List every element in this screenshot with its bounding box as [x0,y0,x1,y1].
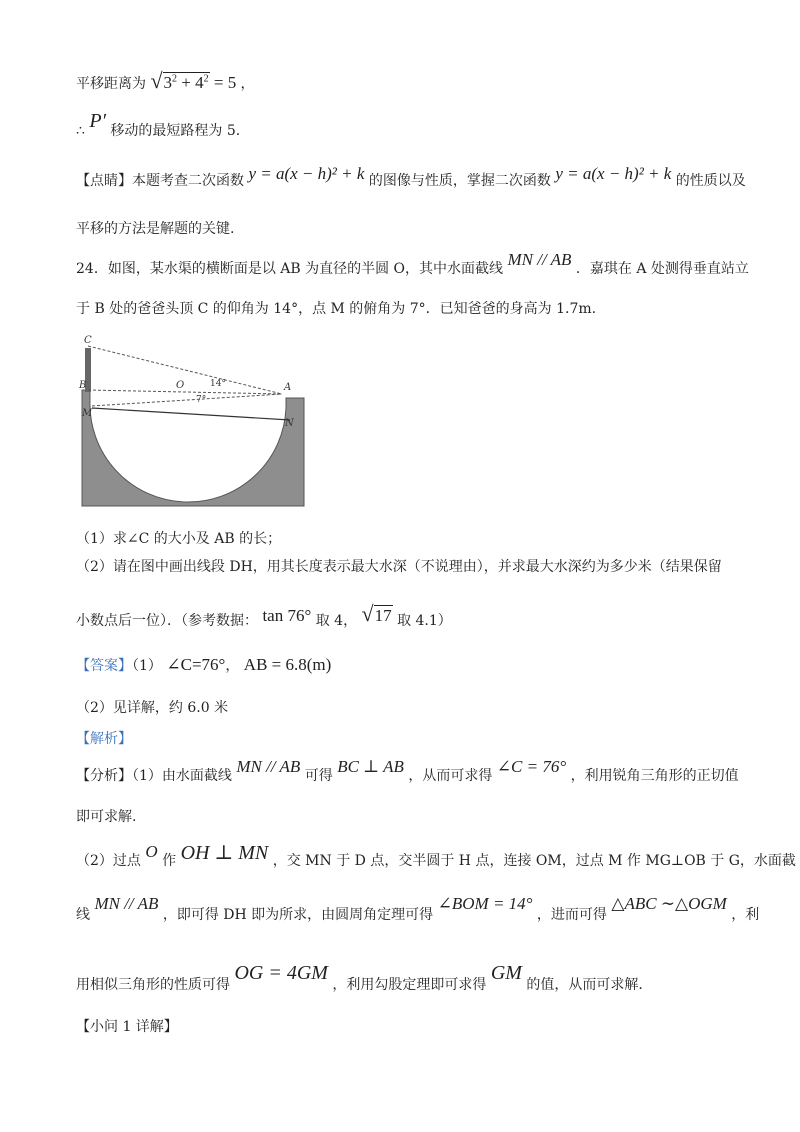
label-m: M [82,408,93,419]
analysis-line2: 即可求解. [76,809,137,825]
label-o: O [176,380,185,391]
subquestion-1: （1）求∠C 的大小及 AB 的长； [76,531,282,547]
line-ab [88,390,282,394]
formula-angle-c: ∠C=76° [166,655,226,674]
formula-mn-parallel-ab-3: MN // AB [94,894,159,913]
sqrt-formula: $√3^2 + 4^2 = 5$ [150,68,237,93]
tag-answer: 【答案】 [76,658,132,674]
sight-line-ac [88,346,282,394]
formula-quadratic-2: y = a(x − h)² + k [555,164,672,183]
label-angle-14: 14° [210,379,226,389]
analysis-line3: （2）过点 O 作 OH ⊥ MN ，交 MN 于 D 点，交半圆于 H 点，连接 OM，过点 M 作 MG⊥OB 于 G，水面截 [76,842,796,869]
tag-dianjing: 【点睛】 [76,173,132,189]
line-dianjing: 【点睛】本题考查二次函数 y = a(x − h)² + k 的图像与性质，掌握二次函数 y = a(x − h)² + k 的性质以及 [76,164,746,189]
subquestion-2-line1: （2）请在图中画出线段 DH，用其长度表示最大水深（不说理由），并求最大水深约为多少米（结果保留 [76,559,722,575]
question-24-line1: 24．如图，某水渠的横断面是以 AB 为直径的半圆 O，其中水面截线 MN // AB ．嘉琪在 A 处测得垂直站立 [76,250,749,277]
formula-sqrt17: √17 [361,601,392,626]
question-24-line2: 于 B 处的爸爸头顶 C 的仰角为 14°，点 M 的俯角为 7°．已知爸爸的身高为 1.7m. [76,301,597,317]
line-shortest-path: ∴ P′ 移动的最短路程为 5. [76,110,241,139]
formula-angle-bom: ∠BOM = 14° [437,894,533,913]
analysis-line1: 【分析】（1）由水面截线 MN // AB 可得 BC ⊥ AB ，从而可求得 ∠C = 76° ，利用锐角三角形的正切值 [76,757,739,784]
point-p-prime: P′ [89,110,106,132]
analysis-line5: 用相似三角形的性质可得 OG = 4GM ，利用勾股定理即可求得 GM 的值，从而可求解. [76,962,643,993]
label-a: A [284,382,292,393]
analysis-line4: 线 MN // AB ，即可得 DH 即为所求，由圆周角定理可得 ∠BOM = 14° ，进而可得 △ABC ∼△OGM ，利 [76,894,760,923]
channel-figure [78,330,310,508]
sight-line-am [92,394,282,406]
formula-gm: GM [490,962,522,984]
tag-analysis: 【解析】 [76,731,132,747]
sub-question-1-detail: 【小问 1 详解】 [76,1019,178,1035]
subquestion-2-line2: 小数点后一位）．（参考数据： tan 76° 取 4， √17 取 4.1） [76,601,452,629]
formula-angle-c-76: ∠C = 76° [496,757,567,776]
label-n: N [285,418,294,429]
line-translation-distance: 平移距离为 $√3^2 + 4^2 = 5$ ， [76,68,255,93]
channel-diagram [78,330,310,508]
formula-similar-triangles: △ABC ∼△OGM [611,894,727,913]
label-angle-7: 7° [196,395,207,405]
line-translation-method: 平移的方法是解题的关键. [76,221,235,237]
label-c: C [84,335,92,346]
answer-line1: 【答案】（1） ∠C=76°， AB = 6.8(m) [76,655,332,674]
sqrt-sign: $√3^2 + 4^2$ [150,68,209,93]
formula-quadratic-1: y = a(x − h)² + k [248,164,365,183]
formula-og-4gm: OG = 4GM [234,962,328,984]
label-b: B [79,380,87,391]
tag-fenxi: 【分析】 [76,768,132,784]
formula-bc-perp-ab: BC ⊥ AB [337,757,404,776]
formula-mn-parallel-ab-2: MN // AB [236,757,301,776]
formula-mn-parallel-ab: MN // AB [507,250,572,269]
formula-ab-length: AB = 6.8(m) [243,655,332,674]
point-o: O [145,842,158,861]
formula-oh-perp-mn: OH ⊥ MN [180,842,269,864]
answer-line2: （2）见详解，约 6.0 米 [76,700,229,716]
formula-tan76: tan 76° [262,606,312,625]
text: 平移距离为 [76,76,146,92]
